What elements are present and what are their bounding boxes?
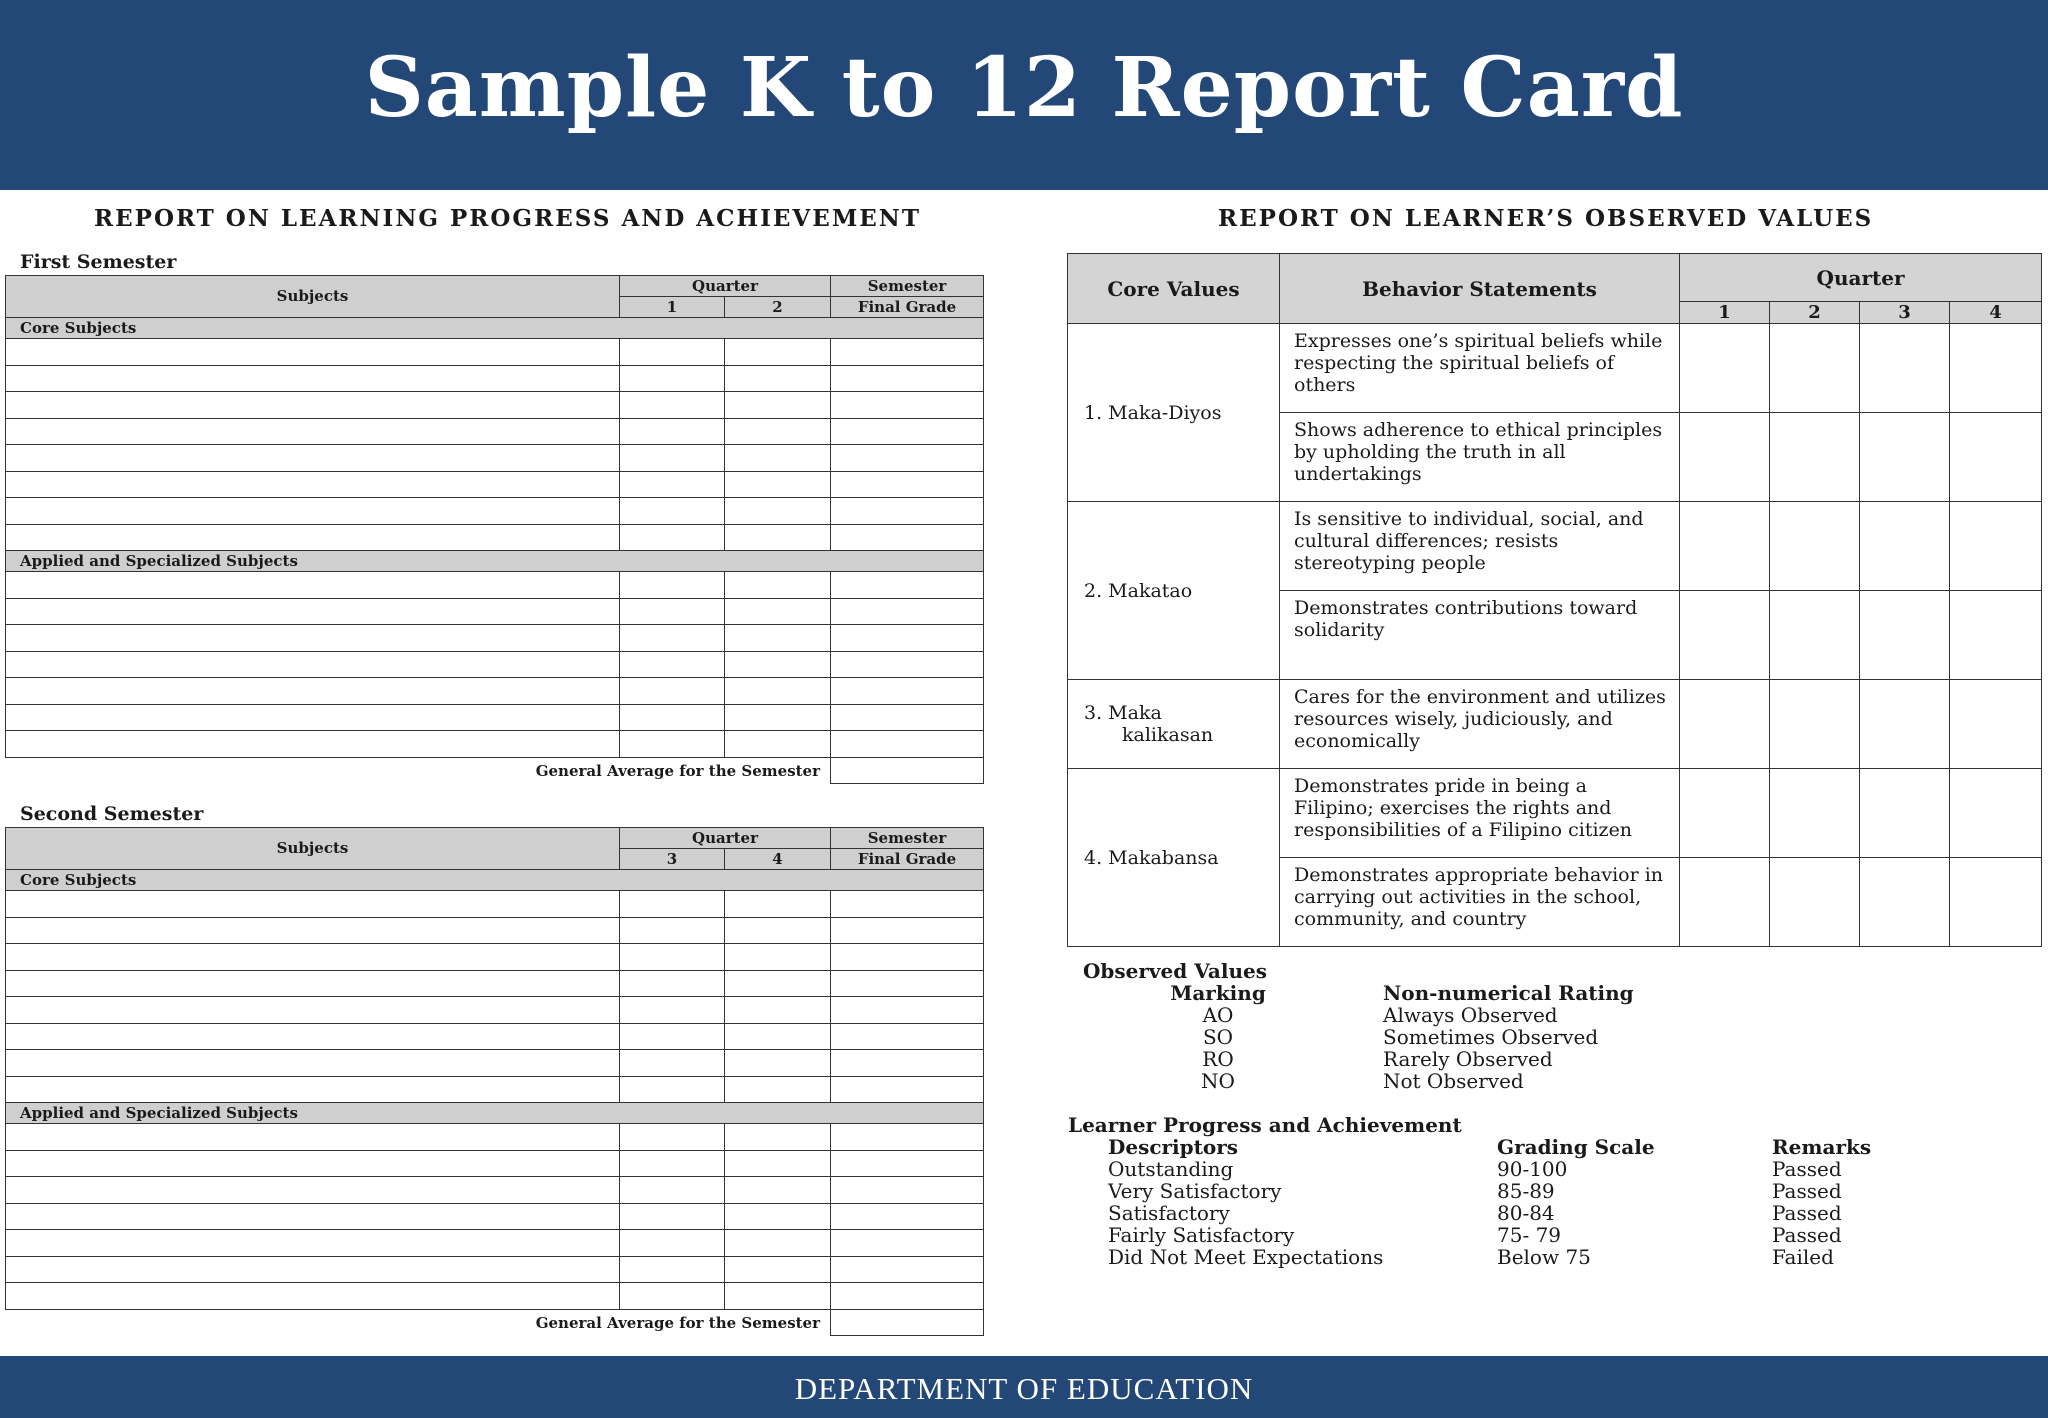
quarter-rating-cell: [1950, 413, 2042, 502]
grade-cell: [620, 498, 725, 525]
grade-cell: [725, 498, 831, 525]
grade-cell: [725, 731, 831, 758]
grade-cell: [620, 891, 725, 918]
col-quarter: Quarter: [620, 276, 831, 297]
general-average-label: General Average for the Semester: [535, 1313, 821, 1332]
grade-cell: [6, 731, 620, 758]
grade-cell: [725, 1230, 831, 1257]
grade-cell: [620, 1050, 725, 1077]
quarter-rating-cell: [1860, 680, 1950, 769]
marking-header: Marking: [1170, 981, 1266, 1005]
grade-cell: [725, 1283, 831, 1310]
grade-cell: [831, 471, 984, 498]
grade-cell: [831, 970, 984, 997]
quarter-rating-cell: [1860, 413, 1950, 502]
quarter-a-header: 1: [620, 297, 725, 318]
descriptor-did-not-meet: Did Not Meet Expectations: [1108, 1245, 1384, 1269]
quarter-rating-cell: [1680, 413, 1770, 502]
quarter-rating-cell: [1770, 858, 1860, 947]
behavior-statement: Expresses one’s spiritual beliefs while respecting the spiritual beliefs of others: [1280, 324, 1680, 413]
grade-cell: [831, 445, 984, 472]
first-semester-label: First Semester: [20, 251, 177, 273]
table-row: [6, 1256, 984, 1283]
observed-values-table: [1067, 253, 2042, 947]
grade-cell: [831, 891, 984, 918]
col-subjects: Subjects: [6, 276, 620, 318]
quarter-rating-cell: [1950, 591, 2042, 680]
table-row: [6, 917, 984, 944]
grade-cell: [620, 917, 725, 944]
behavior-statement: Demonstrates appropriate behavior in carrying out activities in the school, community, and country: [1280, 858, 1680, 947]
marking-no: NO: [1201, 1069, 1235, 1093]
core-value-cell: [1068, 680, 1280, 769]
grade-cell: [6, 651, 620, 678]
grade-cell: [831, 1023, 984, 1050]
footer-text: DEPARTMENT OF EDUCATION: [794, 1371, 1254, 1406]
grade-cell: [620, 365, 725, 392]
grade-cell: [831, 625, 984, 652]
grade-cell: [6, 598, 620, 625]
grade-cell: [6, 625, 620, 652]
core-value-cell: [1068, 324, 1280, 502]
table-row: [6, 1150, 984, 1177]
quarter-rating-cell: [1770, 413, 1860, 502]
grade-cell: [6, 678, 620, 705]
grade-cell: [620, 1256, 725, 1283]
grade-cell: [831, 598, 984, 625]
behavior-statement: Shows adherence to ethical principles by upholding the truth in all undertakings: [1280, 413, 1680, 502]
grade-cell: [831, 731, 984, 758]
quarter-rating-cell: [1860, 324, 1950, 413]
grade-cell: [620, 625, 725, 652]
core-value-name: 2. Makatao: [1084, 579, 1193, 602]
quarter-rating-cell: [1860, 502, 1950, 591]
core-value-cell: [1068, 769, 1280, 947]
grade-cell: [620, 1177, 725, 1204]
grade-cell: [725, 891, 831, 918]
table-row: [6, 704, 984, 731]
grade-cell: [620, 1076, 725, 1103]
grade-cell: [6, 1124, 620, 1151]
general-average-row: [6, 757, 984, 784]
table-row: [6, 1177, 984, 1204]
grade-cell: [620, 392, 725, 419]
scale-outstanding: 90-100: [1497, 1157, 1568, 1181]
quarter-rating-cell: [1950, 502, 2042, 591]
table-row: [6, 1050, 984, 1077]
grade-cell: [6, 1283, 620, 1310]
grade-cell: [725, 1050, 831, 1077]
grade-cell: [620, 944, 725, 971]
grade-cell: [725, 339, 831, 366]
grade-cell: [6, 997, 620, 1024]
rating-ao: Always Observed: [1383, 1003, 1558, 1027]
second-semester-table: [5, 827, 984, 1336]
observed-legend-title: Observed Values: [1083, 959, 1267, 983]
quarter-rating-cell: [1860, 769, 1950, 858]
table-row: [1068, 502, 2042, 591]
table-row: [6, 524, 984, 551]
table-row: [6, 625, 984, 652]
quarter-b-header: 2: [725, 297, 831, 318]
grade-cell: [725, 678, 831, 705]
rating-so: Sometimes Observed: [1383, 1025, 1599, 1049]
applied-subjects-header: Applied and Specialized Subjects: [6, 1103, 984, 1124]
behavior-statement: Is sensitive to individual, social, and cultural differences; resists stereotyping people: [1280, 502, 1680, 591]
remarks-header: Remarks: [1772, 1135, 1872, 1159]
table-row: [6, 1203, 984, 1230]
grade-cell: [620, 445, 725, 472]
core-subjects-header: Core Subjects: [6, 870, 984, 891]
descriptor-outstanding: Outstanding: [1108, 1157, 1234, 1181]
grade-cell: [725, 572, 831, 599]
marking-ao: AO: [1202, 1003, 1234, 1027]
core-value-name-cont: kalikasan: [1122, 724, 1214, 746]
descriptors-header: Descriptors: [1108, 1135, 1238, 1159]
quarter-rating-cell: [1680, 680, 1770, 769]
quarter-a-header: 3: [620, 849, 725, 870]
grade-cell: [725, 392, 831, 419]
progress-legend-title: Learner Progress and Achievement: [1068, 1113, 1462, 1137]
table-row: [6, 678, 984, 705]
grade-cell: [725, 917, 831, 944]
grade-cell: [6, 944, 620, 971]
grade-cell: [620, 1230, 725, 1257]
scale-satisfactory: 80-84: [1497, 1201, 1555, 1225]
table-row: [6, 471, 984, 498]
grade-cell: [831, 392, 984, 419]
core-value-name: 3. Maka: [1084, 702, 1162, 724]
col-final-grade: Final Grade: [831, 297, 984, 318]
quarter-rating-cell: [1950, 858, 2042, 947]
table-row: [6, 731, 984, 758]
col-final-grade: Final Grade: [831, 849, 984, 870]
grade-cell: [620, 598, 725, 625]
quarter-rating-cell: [1860, 858, 1950, 947]
table-row: [6, 1076, 984, 1103]
table-row: [6, 970, 984, 997]
grade-cell: [6, 339, 620, 366]
grade-cell: [725, 1023, 831, 1050]
grade-cell: [725, 1203, 831, 1230]
table-row: [6, 365, 984, 392]
quarter-rating-cell: [1860, 591, 1950, 680]
grade-cell: [620, 471, 725, 498]
descriptor-very-satisfactory: Very Satisfactory: [1108, 1179, 1282, 1203]
grade-cell: [831, 1230, 984, 1257]
grade-cell: [620, 1023, 725, 1050]
table-row: [6, 392, 984, 419]
table-row: [6, 1283, 984, 1310]
remark-did-not-meet: Failed: [1772, 1245, 1834, 1269]
marking-ro: RO: [1202, 1047, 1234, 1071]
grade-cell: [831, 1203, 984, 1230]
table-row: [6, 572, 984, 599]
grade-cell: [620, 339, 725, 366]
grade-cell: [831, 365, 984, 392]
grade-cell: [725, 1150, 831, 1177]
table-row: [6, 598, 984, 625]
col-quarter: Quarter: [1680, 254, 2042, 302]
grade-cell: [6, 498, 620, 525]
grade-cell: [620, 970, 725, 997]
grade-cell: [620, 1283, 725, 1310]
core-value-name: 4. Makabansa: [1084, 846, 1219, 869]
table-row: [6, 1124, 984, 1151]
scale-fairly-satisfactory: 75- 79: [1497, 1223, 1562, 1247]
scale-did-not-meet: Below 75: [1497, 1245, 1591, 1269]
grade-cell: [831, 1050, 984, 1077]
grade-cell: [6, 572, 620, 599]
grade-cell: [620, 997, 725, 1024]
grade-cell: [725, 445, 831, 472]
quarter-rating-cell: [1680, 591, 1770, 680]
table-row: [6, 1023, 984, 1050]
grade-cell: [725, 651, 831, 678]
grade-cell: [725, 704, 831, 731]
grade-cell: [831, 498, 984, 525]
quarter-3-header: 3: [1860, 302, 1950, 324]
grade-cell: [831, 1256, 984, 1283]
grade-cell: [725, 598, 831, 625]
quarter-rating-cell: [1680, 324, 1770, 413]
grade-cell: [831, 944, 984, 971]
grade-cell: [620, 1150, 725, 1177]
grade-cell: [6, 1230, 620, 1257]
col-behavior-statements: Behavior Statements: [1280, 254, 1680, 324]
grade-cell: [620, 1203, 725, 1230]
first-semester-table: [5, 275, 984, 784]
quarter-rating-cell: [1680, 858, 1770, 947]
col-subjects: Subjects: [6, 828, 620, 870]
grade-cell: [831, 651, 984, 678]
grade-cell: [831, 704, 984, 731]
grade-cell: [831, 1076, 984, 1103]
grade-cell: [725, 944, 831, 971]
grading-scale-header: Grading Scale: [1497, 1135, 1655, 1159]
remark-very-satisfactory: Passed: [1772, 1179, 1842, 1203]
marking-so: SO: [1202, 1025, 1234, 1049]
grade-cell: [6, 1203, 620, 1230]
col-semester: Semester: [831, 276, 984, 297]
grade-cell: [6, 1023, 620, 1050]
grade-cell: [620, 678, 725, 705]
grade-cell: [725, 1256, 831, 1283]
grade-cell: [725, 418, 831, 445]
grade-cell: [6, 917, 620, 944]
grade-cell: [6, 1050, 620, 1077]
table-row: [6, 944, 984, 971]
remark-fairly-satisfactory: Passed: [1772, 1223, 1842, 1247]
core-value-name: 1. Maka-Diyos: [1084, 401, 1222, 424]
grade-cell: [725, 997, 831, 1024]
grade-cell: [620, 704, 725, 731]
grade-cell: [6, 704, 620, 731]
quarter-rating-cell: [1680, 502, 1770, 591]
grade-cell: [831, 339, 984, 366]
footer-bar: [0, 1356, 2048, 1418]
grade-cell: [6, 471, 620, 498]
grade-cell: [6, 392, 620, 419]
grade-cell: [725, 625, 831, 652]
grade-cell: [6, 1177, 620, 1204]
grade-cell: [6, 1256, 620, 1283]
table-row: [6, 498, 984, 525]
grade-cell: [831, 1283, 984, 1310]
grade-cell: [620, 1124, 725, 1151]
col-semester: Semester: [831, 828, 984, 849]
table-row: [6, 1230, 984, 1257]
grade-cell: [831, 418, 984, 445]
grade-cell: [831, 678, 984, 705]
col-core-values: Core Values: [1068, 254, 1280, 324]
quarter-rating-cell: [1950, 680, 2042, 769]
quarter-rating-cell: [1770, 769, 1860, 858]
grade-cell: [725, 1076, 831, 1103]
grade-cell: [620, 731, 725, 758]
quarter-rating-cell: [1770, 324, 1860, 413]
grade-cell: [831, 1150, 984, 1177]
col-quarter: Quarter: [620, 828, 831, 849]
table-row: [1068, 769, 2042, 858]
quarter-1-header: 1: [1680, 302, 1770, 324]
quarter-rating-cell: [1680, 769, 1770, 858]
learning-heading: REPORT ON LEARNING PROGRESS AND ACHIEVEMENT: [94, 205, 921, 232]
grade-cell: [831, 572, 984, 599]
general-average-row: [6, 1309, 984, 1336]
rating-ro: Rarely Observed: [1383, 1047, 1553, 1071]
scale-very-satisfactory: 85-89: [1497, 1179, 1555, 1203]
grade-cell: [725, 365, 831, 392]
table-row: [1068, 324, 2042, 413]
quarter-rating-cell: [1770, 680, 1860, 769]
general-average-label: General Average for the Semester: [535, 761, 821, 780]
grade-cell: [725, 1124, 831, 1151]
grade-cell: [725, 524, 831, 551]
remark-satisfactory: Passed: [1772, 1201, 1842, 1225]
grade-cell: [831, 997, 984, 1024]
grade-cell: [620, 418, 725, 445]
grade-cell: [831, 1177, 984, 1204]
slide-title: Sample K to 12 Report Card: [364, 40, 1684, 136]
behavior-statement: Demonstrates pride in being a Filipino; exercises the rights and responsibilities of a Filipino citizen: [1280, 769, 1680, 858]
table-row: [6, 997, 984, 1024]
grade-cell: [725, 1177, 831, 1204]
grade-cell: [6, 1076, 620, 1103]
grade-cell: [6, 445, 620, 472]
grade-cell: [831, 1124, 984, 1151]
quarter-rating-cell: [1770, 502, 1860, 591]
rating-no: Not Observed: [1383, 1069, 1524, 1093]
second-semester-label: Second Semester: [20, 803, 204, 825]
behavior-statement: Demonstrates contributions toward solidarity: [1280, 591, 1680, 680]
descriptor-satisfactory: Satisfactory: [1108, 1201, 1230, 1225]
behavior-statement: Cares for the environment and utilizes resources wisely, judiciously, and economically: [1280, 680, 1680, 769]
quarter-2-header: 2: [1770, 302, 1860, 324]
grade-cell: [6, 365, 620, 392]
table-row: [6, 418, 984, 445]
grade-cell: [6, 418, 620, 445]
grade-cell: [6, 970, 620, 997]
quarter-rating-cell: [1950, 324, 2042, 413]
core-subjects-header: Core Subjects: [6, 318, 984, 339]
grade-cell: [725, 471, 831, 498]
rating-header: Non-numerical Rating: [1383, 981, 1634, 1005]
grade-cell: [620, 651, 725, 678]
grade-cell: [620, 572, 725, 599]
quarter-rating-cell: [1770, 591, 1860, 680]
quarter-4-header: 4: [1950, 302, 2042, 324]
descriptor-fairly-satisfactory: Fairly Satisfactory: [1108, 1223, 1295, 1247]
grade-cell: [725, 970, 831, 997]
remark-outstanding: Passed: [1772, 1157, 1842, 1181]
table-row: [6, 445, 984, 472]
grade-cell: [831, 917, 984, 944]
grade-cell: [831, 524, 984, 551]
title-banner: [0, 0, 2048, 190]
grade-cell: [6, 891, 620, 918]
core-value-cell: [1068, 502, 1280, 680]
table-row: [6, 651, 984, 678]
applied-subjects-header: Applied and Specialized Subjects: [6, 551, 984, 572]
grade-cell: [6, 1150, 620, 1177]
grade-cell: [6, 524, 620, 551]
table-row: [6, 891, 984, 918]
table-row: [1068, 680, 2042, 769]
general-average-cell: [831, 757, 984, 784]
table-row: [6, 339, 984, 366]
grade-cell: [620, 524, 725, 551]
quarter-b-header: 4: [725, 849, 831, 870]
general-average-cell: [831, 1309, 984, 1336]
values-heading: REPORT ON LEARNER’S OBSERVED VALUES: [1218, 205, 1874, 232]
quarter-rating-cell: [1950, 769, 2042, 858]
